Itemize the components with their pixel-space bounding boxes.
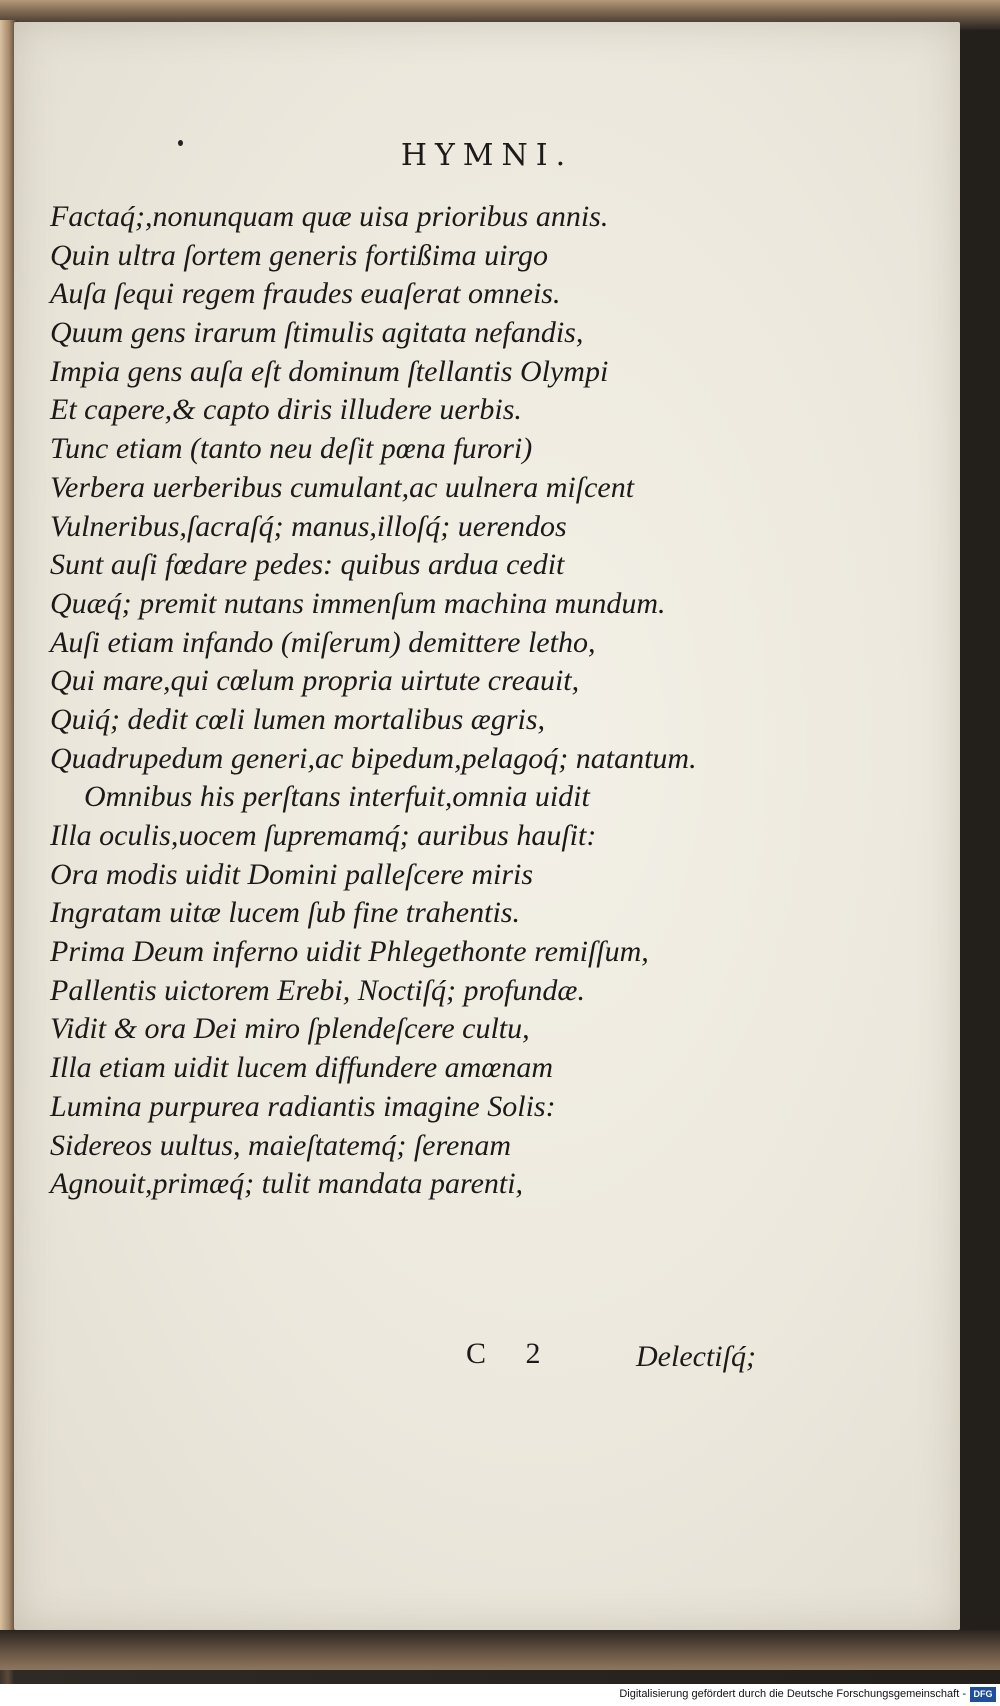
verse-line: Quin ultra ſortem generis fortißima uirgo xyxy=(50,238,549,272)
verse-line: Ora modis uidit Domini palleſcere miris xyxy=(50,857,534,891)
verse-line: Illa etiam uidit lucem diffundere amœnam xyxy=(50,1051,553,1085)
verse-line: Auſi etiam infando (miſerum) demittere letho, xyxy=(50,625,596,659)
verse-line: Agnouit,primæq́; tulit mandata parenti, xyxy=(50,1167,524,1201)
verse-line: Factaq́;,nonunquam quæ uisa prioribus annis. xyxy=(50,200,609,233)
verse-line: Sunt auſi fœdare pedes: quibus ardua cedit xyxy=(50,548,565,582)
verse-line: Tunc etiam (tanto neu deſit pœna furori) xyxy=(50,432,533,466)
verse-line: Quiq́; dedit cœli lumen mortalibus ægris, xyxy=(50,702,545,736)
verse-line: Ingratam uitæ lucem ſub fine trahentis. xyxy=(50,896,520,930)
verse-line: Verbera uerberibus cumulant,ac uulnera miſcent xyxy=(50,470,635,504)
catchword: Delectiſq́; xyxy=(636,1340,756,1373)
verse-line: Qui mare,qui cœlum propria uirtute creauit, xyxy=(50,664,580,698)
verse-line: Quum gens irarum ſtimulis agitata nefandis, xyxy=(50,316,584,350)
signature-mark: C 2 xyxy=(466,1337,557,1370)
book-bottom-edge xyxy=(0,1630,1000,1670)
dfg-logo-icon: DFG xyxy=(970,1687,996,1702)
verse-line: Sidereos uultus, maieſtatemq́; ſerenam xyxy=(50,1128,512,1162)
verse-line: Prima Deum inferno uidit Phlegethonte remiſſum, xyxy=(50,935,649,969)
verse-line: Pallentis uictorem Erebi, Noctiſq́; profundæ. xyxy=(50,973,585,1007)
verse-line-indented: Omnibus his perſtans interfuit,omnia uidit xyxy=(84,780,590,814)
verse-text xyxy=(50,198,930,1204)
verse-line: Et capere,& capto diris illudere uerbis. xyxy=(50,393,522,427)
funding-credit: Digitalisierung gefördert durch die Deutsche Forschungsgemeinschaft - xyxy=(619,1688,966,1700)
verse-line: Quæq́; premit nutans immenſum machina mundum. xyxy=(50,586,666,620)
book-page xyxy=(14,22,960,1630)
verse-line: Illa oculis,uocem ſupremamq́; auribus hauſit: xyxy=(50,819,597,852)
footer-bar xyxy=(0,1684,1000,1706)
verse-line: Quadrupedum generi,ac bipedum,pelagoq́; natantum. xyxy=(50,741,697,775)
running-head: HYMNI. xyxy=(400,138,574,173)
verse-line: Vulneribus,ſacraſq́; manus,illoſq́; uerendos xyxy=(50,509,567,543)
verse-line: Impia gens auſa eſt dominum ſtellantis Olympi xyxy=(50,354,609,388)
verse-line: Vidit & ora Dei miro ſplendeſcere cultu, xyxy=(50,1012,530,1046)
verse-line: Auſa ſequi regem fraudes euaſerat omneis. xyxy=(50,277,561,311)
verse-line: Lumina purpurea radiantis imagine Solis: xyxy=(50,1089,556,1123)
